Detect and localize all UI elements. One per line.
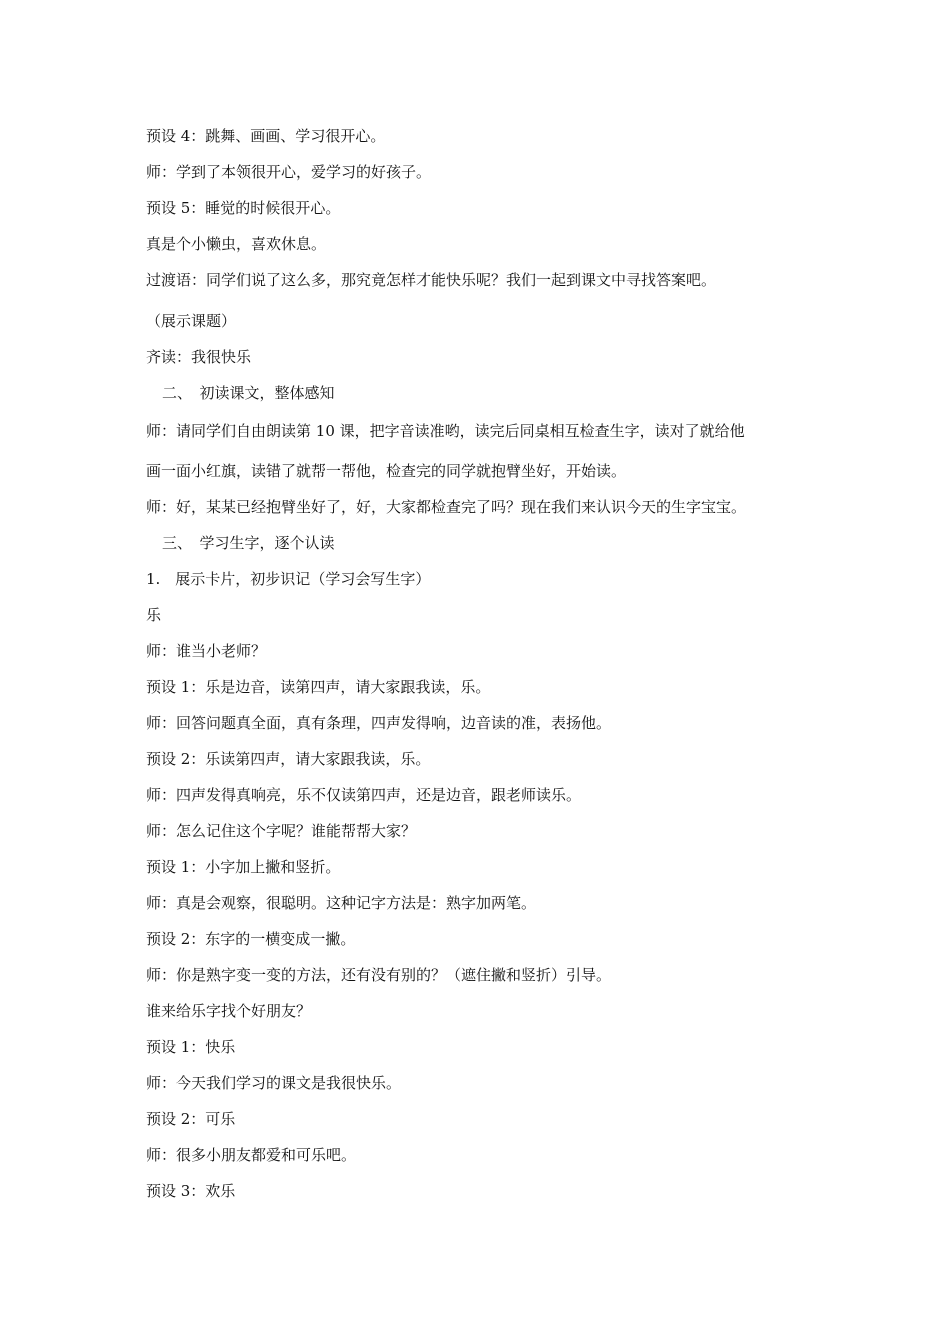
text-line: 1. 展示卡片，初步识记（学习会写生字） (146, 570, 431, 588)
text-line: 师：怎么记住这个字呢？谁能帮帮大家？ (146, 822, 417, 840)
text-line: 预设 5：睡觉的时候很开心。 (146, 199, 341, 217)
text-line: 乐 (146, 606, 162, 624)
text-line: 过渡语：同学们说了这么多，那究竟怎样才能快乐呢？我们一起到课文中寻找答案吧。 (146, 271, 717, 289)
text-line: 齐读：我很快乐 (146, 348, 252, 366)
text-line: 预设 1：快乐 (146, 1038, 236, 1056)
text-line: 师：学到了本领很开心，爱学习的好孩子。 (146, 163, 432, 181)
section-heading: 三、 学习生字，逐个认读 (162, 534, 335, 552)
text-line: 预设 2：可乐 (146, 1110, 236, 1128)
text-line: 师：四声发得真响亮，乐不仅读第四声，还是边音，跟老师读乐。 (146, 786, 582, 804)
text-line: 预设 4：跳舞、画画、学习很开心。 (146, 127, 386, 145)
text-line: 预设 2：乐读第四声，请大家跟我读，乐。 (146, 750, 431, 768)
text-line: 预设 1：小字加上撇和竖折。 (146, 858, 341, 876)
text-line: 师：很多小朋友都爱和可乐吧。 (146, 1146, 357, 1164)
text-line: 师：今天我们学习的课文是我很快乐。 (146, 1074, 402, 1092)
text-line: 预设 1：乐是边音，读第四声，请大家跟我读，乐。 (146, 678, 491, 696)
text-line: 师：谁当小老师？ (146, 642, 267, 660)
text-line: 师：请同学们自由朗读第 10 课，把字音读准哟，读完后同桌相互检查生字，读对了就给他 (146, 422, 745, 440)
text-line: 真是个小懒虫，喜欢休息。 (146, 235, 327, 253)
text-line: 预设 3：欢乐 (146, 1182, 236, 1200)
text-line: 师：真是会观察，很聪明。这种记字方法是：熟字加两笔。 (146, 894, 537, 912)
section-heading: 二、 初读课文，整体感知 (162, 384, 335, 402)
text-line: 画一面小红旗，读错了就帮一帮他，检查完的同学就抱臂坐好，开始读。 (146, 462, 627, 480)
text-line: 师：你是熟字变一变的方法，还有没有别的？（遮住撇和竖折）引导。 (146, 966, 612, 984)
text-line: （展示课题） (146, 312, 237, 330)
text-line: 师：回答问题真全面，真有条理，四声发得响，边音读的准，表扬他。 (146, 714, 612, 732)
text-line: 谁来给乐字找个好朋友？ (146, 1002, 312, 1020)
text-line: 预设 2：东字的一横变成一撇。 (146, 930, 356, 948)
text-line: 师：好，某某已经抱臂坐好了，好，大家都检查完了吗？现在我们来认识今天的生字宝宝。 (146, 498, 747, 516)
